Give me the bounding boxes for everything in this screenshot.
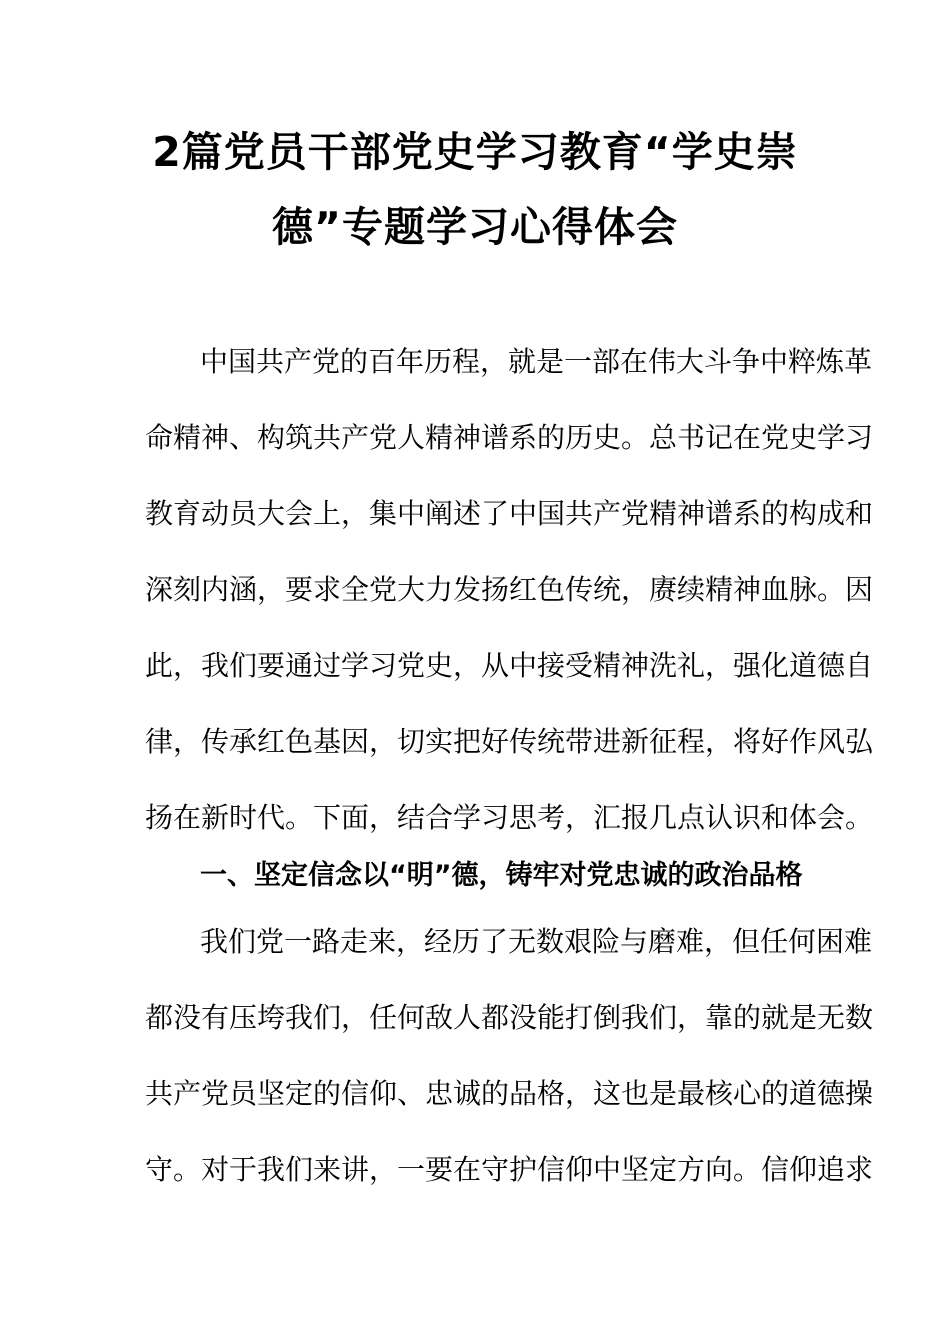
document-title-line-1: 2篇党员干部党史学习教育“学史崇 bbox=[152, 128, 798, 176]
paragraph-1-line-4: 深刻内涵，要求全党大力发扬红色传统，赓续精神血脉。因 bbox=[145, 573, 874, 606]
section-heading-1: 一、坚定信念以“明”德，铸牢对党忠诚的政治品格 bbox=[200, 860, 803, 891]
paragraph-1-line-5: 此，我们要通过学习党史，从中接受精神洗礼，强化道德自 bbox=[145, 649, 874, 682]
paragraph-1-line-3: 教育动员大会上，集中阐述了中国共产党精神谱系的构成和 bbox=[145, 497, 874, 530]
paragraph-1-line-6: 律，传承红色基因，切实把好传统带进新征程，将好作风弘 bbox=[145, 725, 874, 758]
paragraph-2-line-1: 我们党一路走来，经历了无数艰险与磨难，但任何困难 bbox=[200, 925, 873, 958]
paragraph-1-line-2: 命精神、构筑共产党人精神谱系的历史。总书记在党史学习 bbox=[145, 421, 874, 454]
paragraph-2-line-3: 共产党员坚定的信仰、忠诚的品格，这也是最核心的道德操 bbox=[145, 1077, 874, 1110]
paragraph-2-line-4: 守。对于我们来讲，一要在守护信仰中坚定方向。信仰追求 bbox=[145, 1153, 874, 1186]
paragraph-1-line-7: 扬在新时代。下面，结合学习思考，汇报几点认识和体会。 bbox=[145, 801, 874, 834]
document-title-line-2: 德”专题学习心得体会 bbox=[272, 203, 678, 251]
paragraph-1-line-1: 中国共产党的百年历程，就是一部在伟大斗争中粹炼革 bbox=[200, 345, 873, 378]
paragraph-2-line-2: 都没有压垮我们，任何敌人都没能打倒我们，靠的就是无数 bbox=[145, 1001, 874, 1034]
